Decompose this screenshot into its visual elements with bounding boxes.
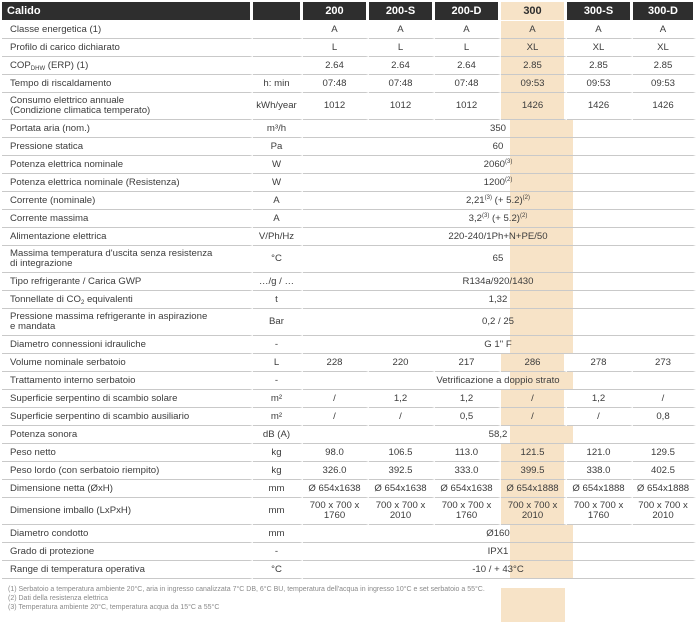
shared-value-cell	[303, 309, 696, 336]
table-row	[2, 246, 696, 273]
spec-table-container	[2, 2, 696, 579]
value-cell: 2.64	[435, 57, 501, 75]
row-label: Peso netto	[2, 444, 253, 462]
shared-value-cell	[303, 138, 696, 156]
row-unit: Bar	[253, 309, 303, 336]
value-cell: 1426	[633, 93, 696, 120]
table-row	[2, 120, 696, 138]
shared-value: IPX1	[487, 545, 509, 557]
model-header-200-s: 200-S	[369, 2, 435, 21]
row-unit: -	[253, 543, 303, 561]
table-row	[2, 192, 696, 210]
value-cell: Ø 654x1638	[435, 480, 501, 498]
shared-value-cell	[303, 228, 696, 246]
row-label-main: Tonnellate di CO	[10, 293, 81, 305]
value-cell: A	[567, 21, 633, 39]
row-unit: -	[253, 372, 303, 390]
value-cell: 2.85	[633, 57, 696, 75]
row-unit: t	[253, 291, 303, 309]
value-cell: 700 x 700 x 1760	[567, 498, 633, 525]
shared-value-cell	[303, 156, 696, 174]
table-row	[2, 498, 696, 525]
value-cell: 2.85	[567, 57, 633, 75]
row-unit: kg	[253, 444, 303, 462]
table-row	[2, 210, 696, 228]
value-cell: Ø 654x1638	[369, 480, 435, 498]
row-unit: °C	[253, 561, 303, 579]
value-cell: 07:48	[303, 75, 369, 93]
value-cell: 129.5	[633, 444, 696, 462]
row-label-tail: equivalenti	[84, 293, 133, 305]
value-cell: 338.0	[567, 462, 633, 480]
value-cell: 402.5	[633, 462, 696, 480]
value-cell: 121.5	[501, 444, 567, 462]
value-cell: 1,2	[567, 390, 633, 408]
table-row	[2, 75, 696, 93]
value-cell: XL	[567, 39, 633, 57]
table-row	[2, 543, 696, 561]
shared-value-cell	[303, 210, 696, 228]
table-row	[2, 372, 696, 390]
row-label: Grado di protezione	[2, 543, 253, 561]
value-cell: 399.5	[501, 462, 567, 480]
row-label-line: e mandata	[10, 321, 56, 332]
shared-value: G 1" F	[484, 338, 512, 350]
table-row	[2, 228, 696, 246]
value-cell: 121.0	[567, 444, 633, 462]
shared-value-cell	[303, 246, 696, 273]
shared-value: 350	[489, 122, 506, 134]
row-unit: A	[253, 192, 303, 210]
value-cell: A	[303, 21, 369, 39]
row-unit: kWh/year	[253, 93, 303, 120]
table-row	[2, 480, 696, 498]
shared-value-cell	[303, 273, 696, 291]
row-label-subscript: DHW	[30, 65, 46, 72]
shared-value: R134a/920/1430	[462, 275, 534, 287]
row-unit: °C	[253, 246, 303, 273]
value-cell: XL	[501, 39, 567, 57]
row-label: Alimentazione elettrica	[2, 228, 253, 246]
row-unit: mm	[253, 498, 303, 525]
shared-value-cell	[303, 336, 696, 354]
row-label	[2, 93, 253, 120]
value-cell: L	[369, 39, 435, 57]
value-cell: A	[435, 21, 501, 39]
row-label: Tempo di riscaldamento	[2, 75, 253, 93]
row-label: Superficie serpentino di scambio ausiliario	[2, 408, 253, 426]
value-cell: 278	[567, 354, 633, 372]
row-unit	[253, 21, 303, 39]
shared-value: 2060	[483, 158, 505, 170]
footnote-ref: (2)	[520, 212, 528, 219]
value-cell: 2.85	[501, 57, 567, 75]
row-label: Corrente (nominale)	[2, 192, 253, 210]
value-cell: 09:53	[501, 75, 567, 93]
row-label: Superficie serpentino di scambio solare	[2, 390, 253, 408]
shared-value: Ø160	[486, 527, 510, 539]
value-cell: L	[435, 39, 501, 57]
value-cell: L	[303, 39, 369, 57]
row-label-line: di integrazione	[10, 258, 73, 269]
row-unit: mm	[253, 480, 303, 498]
highlight-column-band	[501, 588, 565, 622]
table-row	[2, 390, 696, 408]
shared-value-cell	[303, 561, 696, 579]
row-unit: L	[253, 354, 303, 372]
shared-value: -10 / + 43°C	[472, 563, 524, 575]
footnote-ref: (2)	[505, 176, 513, 183]
row-label-line: Consumo elettrico annuale	[10, 95, 125, 106]
value-cell: 1012	[435, 93, 501, 120]
model-header-300-d: 300-D	[633, 2, 696, 21]
value-cell: 2.64	[369, 57, 435, 75]
row-unit: mm	[253, 525, 303, 543]
unit-header	[253, 2, 303, 21]
row-label-main: COP	[10, 59, 31, 71]
row-label	[2, 309, 253, 336]
table-row	[2, 561, 696, 579]
row-unit: m²	[253, 390, 303, 408]
footnote-ref: (3)	[484, 194, 492, 201]
shared-value: 220-240/1Ph+N+PE/50	[448, 230, 548, 242]
table-row	[2, 309, 696, 336]
value-cell: 07:48	[435, 75, 501, 93]
shared-value-cell	[303, 525, 696, 543]
shared-value: 60	[492, 140, 504, 152]
row-unit: h: min	[253, 75, 303, 93]
row-label: Corrente massima	[2, 210, 253, 228]
footnote: (2) Dati della resistenza elettrica	[8, 595, 108, 602]
value-cell: 0,5	[435, 408, 501, 426]
value-cell: A	[369, 21, 435, 39]
table-title: Calido	[2, 2, 253, 21]
row-label: Potenza elettrica nominale	[2, 156, 253, 174]
table-row	[2, 273, 696, 291]
value-cell: Ø 654x1888	[567, 480, 633, 498]
value-cell: 700 x 700 x 1760	[303, 498, 369, 525]
row-label	[2, 246, 253, 273]
footnote-ref: (3)	[505, 158, 513, 165]
table-row	[2, 174, 696, 192]
value-cell: 1,2	[435, 390, 501, 408]
row-label: Diametro connessioni idrauliche	[2, 336, 253, 354]
value-cell: 326.0	[303, 462, 369, 480]
spec-table	[2, 2, 696, 579]
row-label: Range di temperatura operativa	[2, 561, 253, 579]
value-cell: 228	[303, 354, 369, 372]
row-unit: V/Ph/Hz	[253, 228, 303, 246]
row-label: Potenza elettrica nominale (Resistenza)	[2, 174, 253, 192]
row-unit: m³/h	[253, 120, 303, 138]
shared-value: 2,21	[465, 194, 485, 206]
row-label: Tipo refrigerante / Carica GWP	[2, 273, 253, 291]
value-cell: 98.0	[303, 444, 369, 462]
row-unit: dB (A)	[253, 426, 303, 444]
value-cell: 217	[435, 354, 501, 372]
value-cell: 392.5	[369, 462, 435, 480]
footnote: (3) Temperatura ambiente 20°C, temperatura acqua da 15°C a 55°C	[8, 604, 220, 611]
table-row	[2, 408, 696, 426]
footnote-ref: (2)	[522, 194, 531, 201]
row-unit: kg	[253, 462, 303, 480]
table-row	[2, 93, 696, 120]
value-cell: Ø 654x1638	[303, 480, 369, 498]
row-label-subscript: 2	[80, 299, 85, 306]
table-row	[2, 444, 696, 462]
row-label: Portata aria (nom.)	[2, 120, 253, 138]
table-row	[2, 39, 696, 57]
value-cell: 273	[633, 354, 696, 372]
shared-value: 1200	[483, 176, 505, 188]
value-cell: 286	[501, 354, 567, 372]
table-row	[2, 21, 696, 39]
value-cell: 700 x 700 x 2010	[369, 498, 435, 525]
shared-value: 0,2 / 25	[481, 316, 514, 327]
row-unit: m²	[253, 408, 303, 426]
row-label: Peso lordo (con serbatoio riempito)	[2, 462, 253, 480]
row-label: Potenza sonora	[2, 426, 253, 444]
row-unit	[253, 39, 303, 57]
row-label-line: Massima temperatura d'uscita senza resistenza	[10, 248, 213, 259]
value-cell: 333.0	[435, 462, 501, 480]
model-header-200-d: 200-D	[435, 2, 501, 21]
value-cell: 2.64	[303, 57, 369, 75]
spec-table-body	[2, 21, 696, 579]
row-label: Pressione statica	[2, 138, 253, 156]
table-row	[2, 354, 696, 372]
shared-value-cell	[303, 543, 696, 561]
value-cell: 1012	[303, 93, 369, 120]
value-cell: 09:53	[633, 75, 696, 93]
shared-value-extra: (+ 5.2)	[492, 194, 523, 206]
shared-value-cell	[303, 174, 696, 192]
row-unit	[253, 57, 303, 75]
value-cell: /	[501, 408, 567, 426]
value-cell: 1426	[567, 93, 633, 120]
shared-value-cell	[303, 120, 696, 138]
row-unit: -	[253, 336, 303, 354]
shared-value: 65	[492, 253, 504, 264]
row-unit: …/g / …	[253, 273, 303, 291]
shared-value: 3,2	[468, 212, 482, 224]
shared-value-cell	[303, 426, 696, 444]
shared-value-extra: (+ 5.2)	[489, 212, 520, 224]
row-unit: W	[253, 156, 303, 174]
footnote-ref: (3)	[481, 212, 490, 219]
value-cell: 700 x 700 x 2010	[501, 498, 567, 525]
value-cell: 113.0	[435, 444, 501, 462]
value-cell: /	[369, 408, 435, 426]
value-cell: 07:48	[369, 75, 435, 93]
table-row	[2, 462, 696, 480]
value-cell: 220	[369, 354, 435, 372]
table-row	[2, 156, 696, 174]
row-label	[2, 57, 253, 75]
value-cell: 106.5	[369, 444, 435, 462]
table-row	[2, 57, 696, 75]
value-cell: /	[501, 390, 567, 408]
model-header-300-s: 300-S	[567, 2, 633, 21]
table-row	[2, 525, 696, 543]
row-unit: W	[253, 174, 303, 192]
footnotes	[8, 585, 498, 612]
table-row	[2, 291, 696, 309]
model-header-200: 200	[303, 2, 369, 21]
value-cell: /	[303, 408, 369, 426]
row-label: Diametro condotto	[2, 525, 253, 543]
row-label-tail: (ERP) (1)	[45, 59, 89, 71]
row-label: Volume nominale serbatoio	[2, 354, 253, 372]
value-cell: 700 x 700 x 2010	[633, 498, 696, 525]
row-label-line: Pressione massima refrigerante in aspirazione	[10, 311, 208, 322]
model-header-300: 300	[501, 2, 567, 21]
value-cell: Ø 654x1888	[633, 480, 696, 498]
value-cell: /	[633, 390, 696, 408]
value-cell: A	[633, 21, 696, 39]
shared-value: 58,2	[488, 428, 508, 440]
footnote: (1) Serbatoio a temperatura ambiente 20°C, aria in ingresso canalizzata 7°C DB, 6°C BU, temperatura dell'acqua in ingresso 10°C e set serbatoio a 55°C.	[8, 586, 485, 593]
value-cell: /	[567, 408, 633, 426]
value-cell: /	[303, 390, 369, 408]
row-label: Profilo di carico dichiarato	[2, 39, 253, 57]
header-row	[2, 2, 696, 21]
value-cell: 1,2	[369, 390, 435, 408]
shared-value-cell	[303, 291, 696, 309]
row-label: Trattamento interno serbatoio	[2, 372, 253, 390]
value-cell: 09:53	[567, 75, 633, 93]
table-row	[2, 138, 696, 156]
shared-value: 1,32	[488, 293, 508, 305]
row-label: Classe energetica (1)	[2, 21, 253, 39]
shared-value: Vetrificazione a doppio strato	[436, 374, 560, 386]
value-cell: 0,8	[633, 408, 696, 426]
table-row	[2, 426, 696, 444]
row-label: Dimensione netta (ØxH)	[2, 480, 253, 498]
row-label-line: (Condizione climatica temperato)	[10, 105, 151, 116]
shared-value-cell	[303, 372, 696, 390]
row-label: Dimensione imballo (LxPxH)	[2, 498, 253, 525]
value-cell: 700 x 700 x 1760	[435, 498, 501, 525]
value-cell: XL	[633, 39, 696, 57]
row-unit: Pa	[253, 138, 303, 156]
value-cell: Ø 654x1888	[501, 480, 567, 498]
value-cell: 1426	[501, 93, 567, 120]
value-cell: 1012	[369, 93, 435, 120]
row-unit: A	[253, 210, 303, 228]
shared-value-cell	[303, 192, 696, 210]
table-row	[2, 336, 696, 354]
value-cell: A	[501, 21, 567, 39]
row-label	[2, 291, 253, 309]
